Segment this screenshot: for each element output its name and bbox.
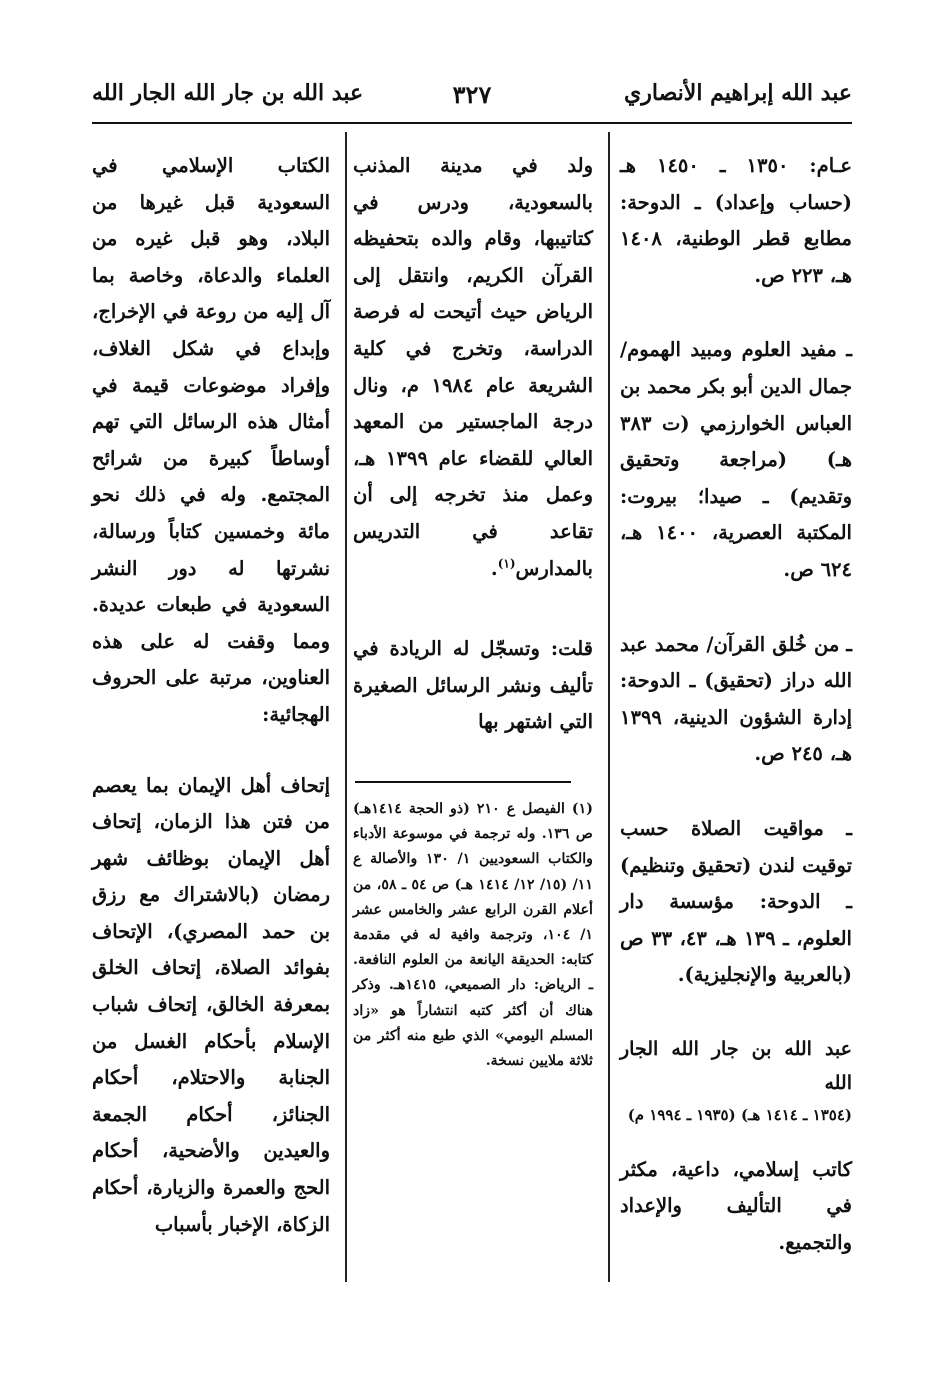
- column-left: [92, 148, 330, 1243]
- column-middle: [353, 148, 593, 1074]
- header-divider: [92, 122, 852, 124]
- biography-paragraph: [353, 148, 593, 587]
- header-entry-name: عبد الله إبراهيم الأنصاري: [624, 80, 852, 106]
- footnote: [353, 797, 593, 1074]
- column-divider-right: [608, 132, 610, 1282]
- biography-dates: (١٣٥٤ ـ ١٤١٤ هـ) (١٩٣٥ ـ ١٩٩٤ م): [627, 1105, 852, 1124]
- titles-list: إتحاف أهل الإيمان بما يعصم من فتن هذا الزمان، إتحاف أهل الإيمان بوظائف شهر رمضان (بالاشتراك مع رزق بن حمد المصري)، الإتحاف بفوائد الصلاة، إتحاف الخلق بمعرفة الخالق، إتحاف شباب الإسلام بأحكام الغسل من الجنابة والاحتلام، أحكام الجنائز، أحكام الجمعة والعيدين والأضحية، أحكام الحج والعمرة والزيارة، أحكام الزكاة، الإخبار بأسباب: [92, 773, 330, 1236]
- column-divider-left: [345, 132, 347, 1282]
- column-right: [620, 148, 852, 1262]
- bibliography-entry: ـ من خُلق القرآن/ محمد عبد الله دراز (تحقيق) ـ الدوحة: إدارة الشؤون الدينية، ١٣٩٩ هـ، ٢٤٥ ص.: [620, 632, 852, 766]
- page-number: ٣٢٧: [452, 80, 492, 109]
- footnote-reference: (١): [497, 556, 516, 571]
- header-person-name: عبد الله بن جار الله الجار الله: [92, 80, 364, 106]
- footnote-text: الفيصل ع ٢١٠ (ذو الحجة ١٤١٤هـ) ص ١٣٦. وله ترجمة في موسوعة الأدباء والكتاب السعوديين ١/ ١٣٠ والأصالة ع ١١/ (١٥/ ١٢/ ١٤١٤ هـ) ص ٥٤ ـ ٥٨، من أعلام القرن الرابع عشر والخامس عشر ١/ ١٠٤، وترجمة وافية له في مقدمة كتابه: الحديقة اليانعة من العلوم النافعة. ـ الرياض: دار الصميعي، ١٤١٥هـ. وذكر هناك أن أكثر كتبه انتشاراً هو «زاد المسلم اليومي» الذي طبع منه أكثر من ثلاثة ملايين نسخة.: [353, 800, 594, 1069]
- footnote-marker: (١): [571, 800, 593, 817]
- footnote-divider: [355, 781, 571, 783]
- biography-name: عبد الله بن جار الله الجار الله: [620, 1037, 852, 1094]
- bibliography-entry: ـ مفيد العلوم ومبيد الهموم/ جمال الدين أبو بكر محمد بن العباس الخوارزمي (ت ٣٨٣ هـ) (مراجعة وتحقيق وتقديم) ـ صيدا؛ بيروت: المكتبة العصرية، ١٤٠٠ هـ، ٦٢٤ ص.: [620, 338, 852, 581]
- biography-text: ولد في مدينة المذنب بالسعودية، ودرس في كتاتيبها، وقام والده بتحفيظه القرآن الكريم، وانتقل إلى الرياض حيث أتيحت له فرصة الدراسة، وتخرج في كلية الشريعة عام ١٩٨٤ م، ونال درجة الماجستير من المعهد العالي للقضاء عام ١٣٩٩ هـ، وعمل منذ تخرجه إلى أن تقاعد في التدريس بالمدارس: [353, 154, 593, 580]
- sentence-end: .: [490, 556, 498, 580]
- biography-paragraph: الكتاب الإسلامي في السعودية قبل غيرها من البلاد، وهو قبل غيره من العلماء والدعاة، وخاصة بما آل إليه من روعة في الإخراج، وإبداع في شكل الغلاف، وإفراد موضوعات قيمة في أمثال هذه الرسائل التي تهم أوساطاً كبيرة من شرائح المجتمع. وله في ذلك نحو مائة وخمسين كتاباً ورسالة، نشرتها له دور النشر السعودية في طبعات عديدة. ومما وقفت له على هذه العناوين، مرتبة على الحروف الهجائية:: [92, 154, 330, 726]
- commentary-paragraph: قلت: وتسجّل له الريادة في تأليف ونشر الرسائل الصغيرة التي اشتهر بها: [353, 637, 593, 734]
- bibliography-entry: ـ مواقيت الصلاة حسب توقيت لندن (تحقيق وتنظيم) ـ الدوحة: مؤسسة دار العلوم، ـ ١٣٩ هـ، ٤٣، ٣٣ ص (بالعربية والإنجليزية).: [620, 816, 852, 987]
- running-header: [92, 80, 852, 118]
- biography-intro: كاتب إسلامي، داعية، مكثر في التأليف والإعداد والتجميع.: [620, 1157, 852, 1255]
- bibliography-entry: عـام: ١٣٥٠ ـ ١٤٥٠ هـ (حساب وإعداد) ـ الدوحة: مطابع قطر الوطنية، ١٤٠٨ هـ، ٢٢٣ ص.: [620, 154, 852, 287]
